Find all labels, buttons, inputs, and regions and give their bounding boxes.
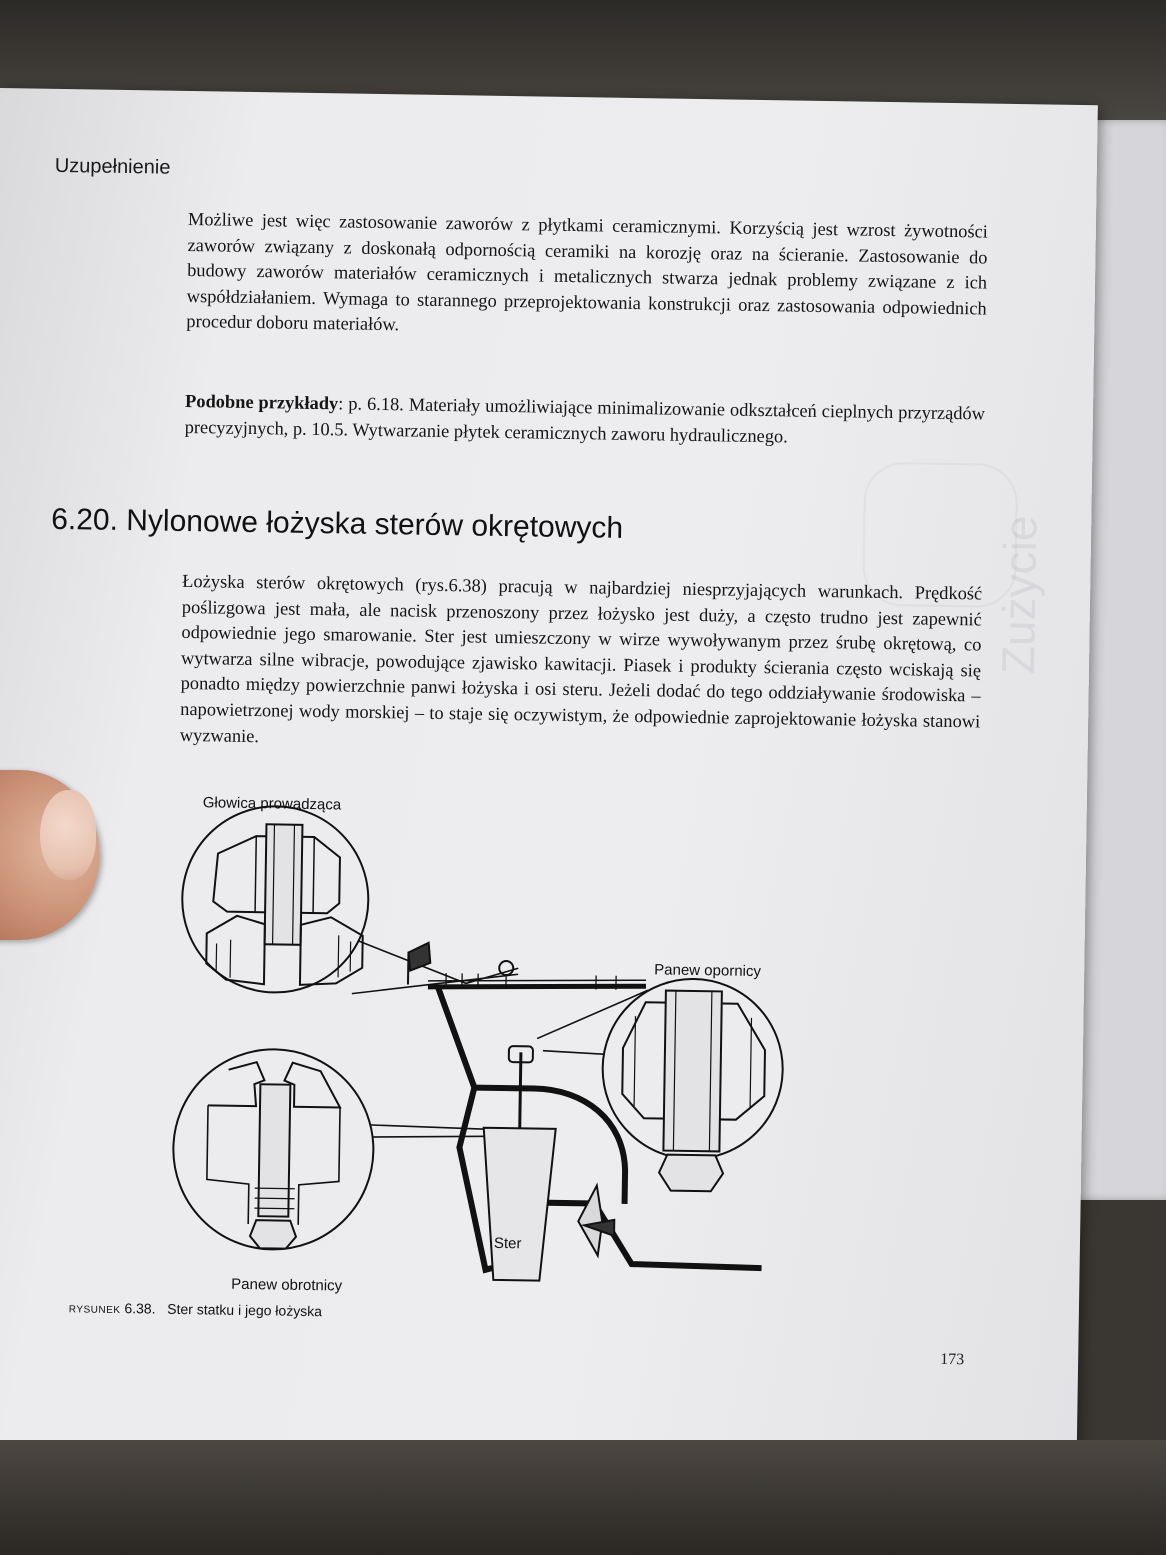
figure-caption bbox=[69, 1299, 322, 1319]
propeller-icon bbox=[578, 1185, 615, 1256]
page-number: 173 bbox=[940, 1350, 965, 1369]
caption-prefix: RYSUNEK bbox=[68, 1304, 121, 1317]
paragraph-rudder-bearings: Łożyska sterów okrętowych (rys.6.38) pracują w najbardziej niesprzyjających warunkach. Prędkość poślizgowa jest mała, ale nacisk przenoszony przez łożysko jest duży, a często trudno jest zapewnić odpowiednie jego smarowanie. Ster jest umieszczony w wirze wywoływanym przez śrubę okrętową, co wytwarza silne wibracje, powodujące zjawisko kawitacji. Piasek i produkty ścierania często wciskają się ponadto między powierzchnie panwi łożyska i osi steru. Jeżeli dodać do tego oddziaływanie środowiska – napowietrzonej wody morskiej – to staje się oczywistym, że odpowiednie zaprojektowanie łożyska stanowi wyzwanie. bbox=[179, 570, 983, 746]
flag-icon bbox=[408, 943, 431, 985]
fingernail bbox=[40, 790, 96, 880]
background-dark-bottom bbox=[0, 1440, 1166, 1555]
label-thrust-bearing: Panew opornicy bbox=[654, 961, 762, 981]
paragraph-similar-examples bbox=[184, 389, 985, 453]
label-pivot-bearing: Panew obrotnicy bbox=[231, 1275, 343, 1295]
caption-number: 6.38. bbox=[124, 1300, 156, 1317]
label-guide-head: Głowica prowadząca bbox=[202, 794, 342, 814]
guide-head-detail bbox=[181, 805, 370, 994]
similar-examples-label: Podobne przykłady bbox=[184, 390, 339, 414]
paragraph-ceramic-valves: Możliwe jest więc zastosowanie zaworów z płytkami ceramicznymi. Korzyścią jest wzrost żywotności zaworów związany z doskonałą odpornością ceramiki na korozję oraz na ścieranie. Zastosowanie do budowy zaworów materiałów ceramicznych i metalicznych stwarza jednak problemy związane z ich współdziałaniem. Wymaga to starannego przeprojektowania konstrukcji oraz zastosowania odpowiednich procedur doboru materiałów. bbox=[186, 208, 989, 335]
section-heading: 6.20. Nylonowe łożyska sterów okrętowych bbox=[50, 502, 624, 545]
figure-rudder-bearings bbox=[161, 783, 869, 1304]
label-rudder: Ster bbox=[493, 1234, 522, 1253]
pivot-bearing-detail bbox=[172, 1048, 375, 1251]
similar-examples-text: : p. 6.18. Materiały umożliwiające minimalizowanie odkształceń cieplnych przyrządów precyzyjnych, p. 10.5. Wytwarzanie płytek ceramicznych zaworu hydraulicznego. bbox=[184, 393, 986, 447]
book-page bbox=[0, 88, 1098, 1495]
bleed-through-text: Zużycie bbox=[991, 515, 1047, 675]
section-label: Uzupełnienie bbox=[54, 154, 171, 179]
thrust-bearing-detail bbox=[601, 978, 784, 1193]
caption-text: Ster statku i jego łożyska bbox=[167, 1300, 323, 1320]
